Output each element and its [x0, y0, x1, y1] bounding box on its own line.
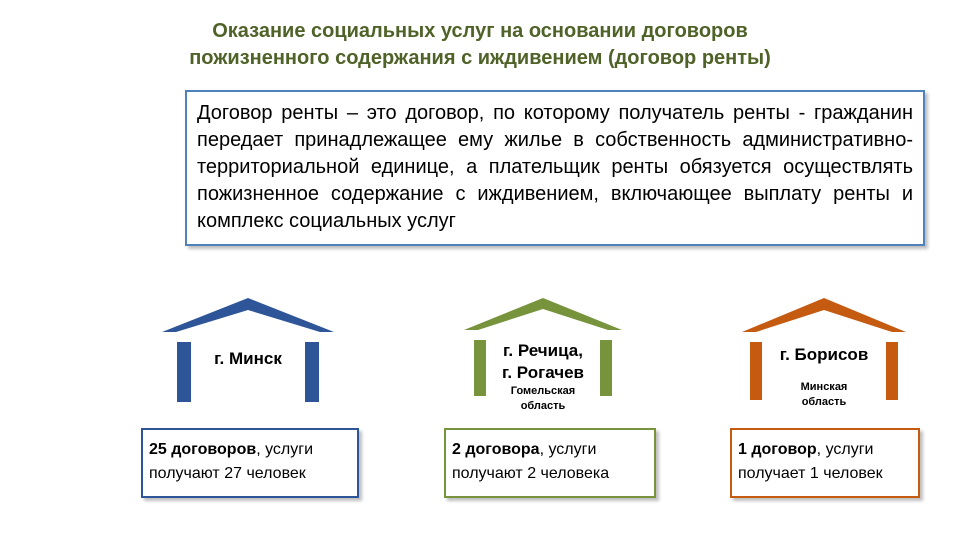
- services-text: , услуги: [256, 441, 314, 458]
- contracts-count: 1 договор: [738, 441, 817, 458]
- house-borisov: [740, 298, 908, 410]
- stat-box-rechitsa: [444, 428, 656, 498]
- region-label-2: область: [520, 400, 566, 412]
- city-label-2: г. Рогачев: [501, 363, 584, 382]
- title-line-2: пожизненного содержания с иждивением (договор ренты): [189, 47, 771, 69]
- page-title: [0, 18, 960, 72]
- stat-box-borisov: [730, 428, 920, 498]
- title-line-1: Оказание социальных услуг на основании договоров: [212, 20, 748, 42]
- contracts-count: 25 договоров: [149, 441, 257, 458]
- services-text: , услуги: [816, 441, 874, 458]
- city-label: г. Минск: [214, 349, 282, 368]
- city-label: г. Речица,: [503, 341, 583, 360]
- people-count: получают 2 человека: [452, 465, 610, 482]
- house-minsk: [160, 298, 336, 408]
- people-count: получает 1 человек: [738, 465, 883, 482]
- definition-box: [185, 90, 925, 246]
- people-count: получают 27 человек: [149, 465, 306, 482]
- house-rechitsa: [462, 298, 624, 414]
- region-label-2: область: [801, 396, 847, 408]
- contracts-count: 2 договора: [452, 441, 540, 458]
- services-text: , услуги: [539, 441, 597, 458]
- region-label: Минская: [800, 381, 848, 393]
- stat-box-minsk: [141, 428, 359, 498]
- city-label: г. Борисов: [779, 345, 869, 364]
- region-label: Гомельская: [510, 385, 576, 397]
- definition-text: Договор ренты – это договор, по которому получатель ренты - гражданин передает принадлежащее ему жилье в собственность административно-территориальной единице, а плательщик ренты обязуется осуществлять пожизненное содержание с иждивением, включающее выплату ренты и комплекс социальных услуг: [197, 102, 913, 232]
